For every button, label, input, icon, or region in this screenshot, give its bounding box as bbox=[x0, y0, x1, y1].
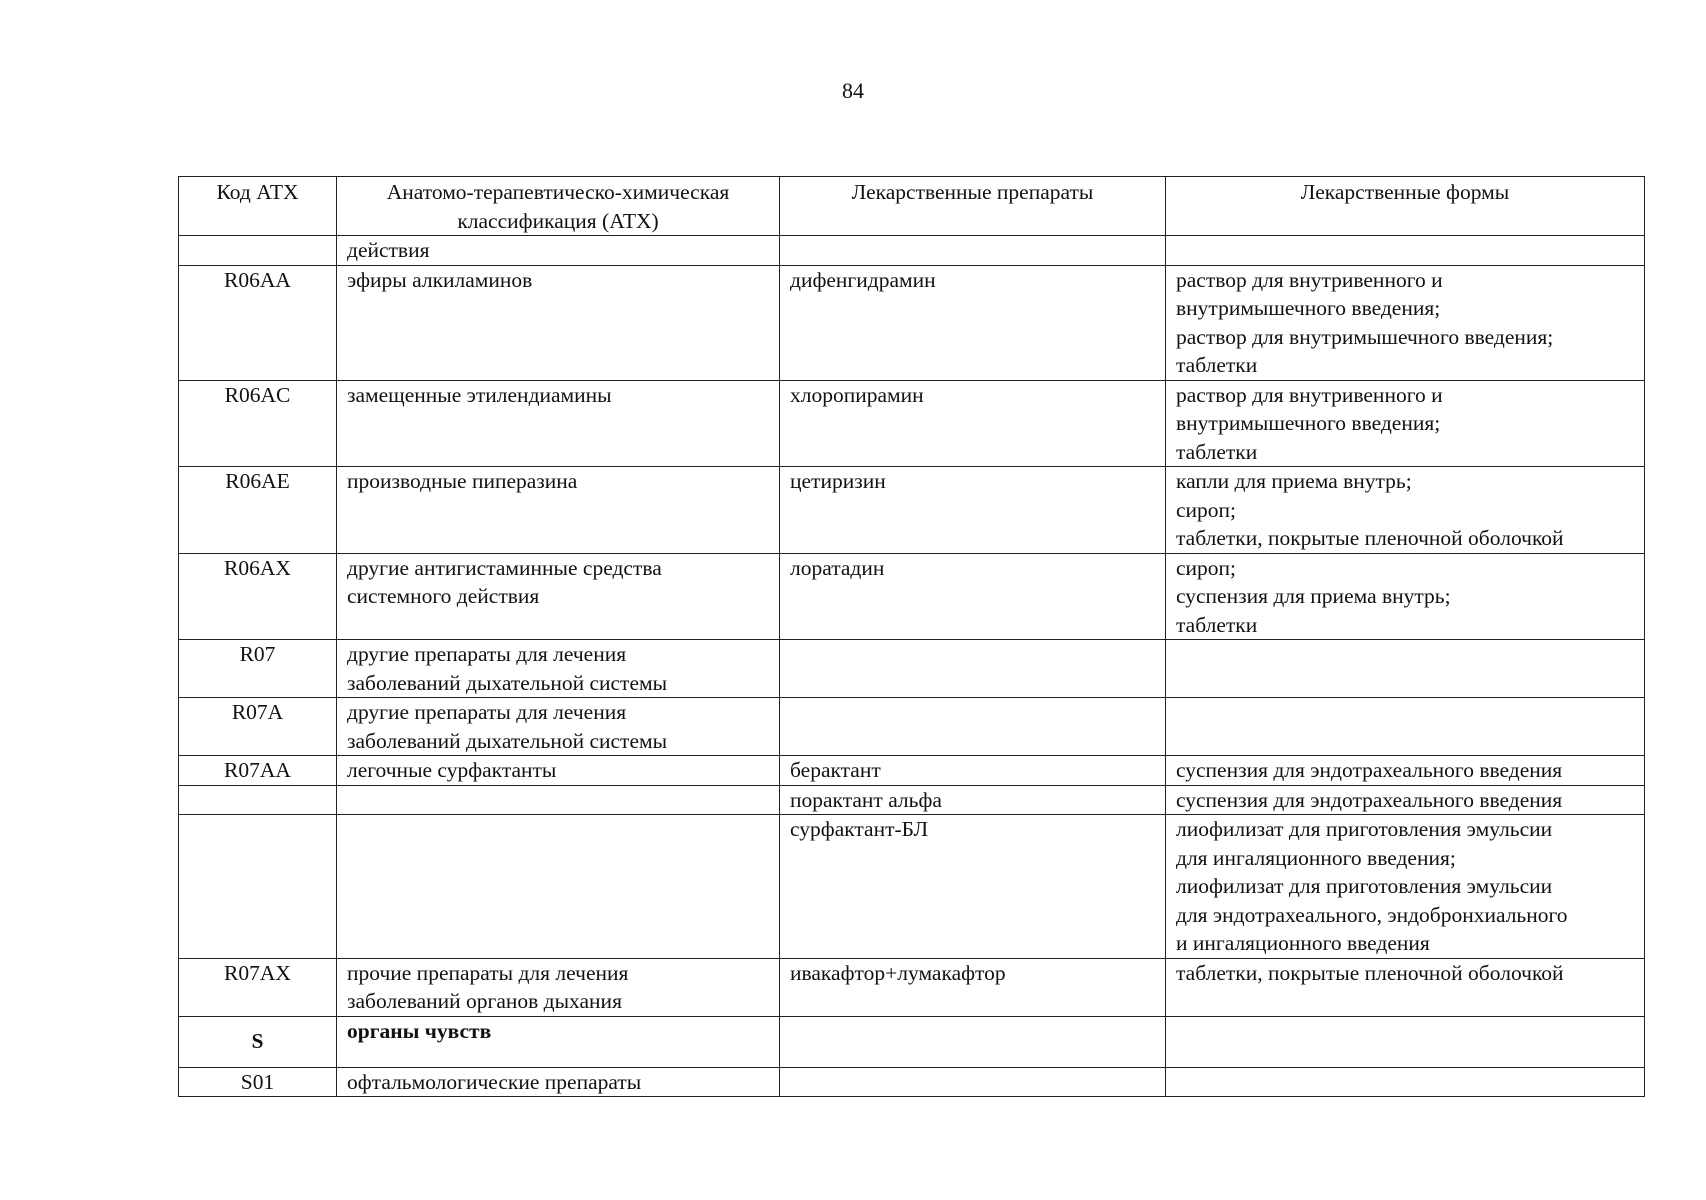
header-code: Код АТХ bbox=[179, 177, 337, 236]
table-row bbox=[179, 785, 1645, 815]
header-forms: Лекарственные формы bbox=[1166, 177, 1645, 236]
cell-drug: лоратадин bbox=[780, 553, 1166, 640]
cell-classification bbox=[337, 815, 780, 959]
cell-forms: лиофилизат для приготовления эмульсии для ингаляционного введения; лиофилизат для приготовления эмульсии для эндотрахеального, эндобронхиального и ингаляционного введения bbox=[1166, 815, 1645, 959]
cell-classification: прочие препараты для лечения заболеваний органов дыхания bbox=[337, 958, 780, 1016]
cell-classification: офтальмологические препараты bbox=[337, 1067, 780, 1097]
table-header-row bbox=[179, 177, 1645, 236]
table-row bbox=[179, 640, 1645, 698]
table-row bbox=[179, 553, 1645, 640]
cell-classification: другие антигистаминные средства системного действия bbox=[337, 553, 780, 640]
cell-code: R06AE bbox=[179, 467, 337, 554]
cell-drug bbox=[780, 640, 1166, 698]
atx-table bbox=[178, 176, 1645, 1097]
cell-code: S01 bbox=[179, 1067, 337, 1097]
header-drug: Лекарственные препараты bbox=[780, 177, 1166, 236]
cell-drug: берактант bbox=[780, 756, 1166, 786]
cell-drug bbox=[780, 698, 1166, 756]
header-classification: Анатомо-терапевтическо-химическая классификация (АТХ) bbox=[337, 177, 780, 236]
cell-forms bbox=[1166, 236, 1645, 266]
cell-drug: порактант альфа bbox=[780, 785, 1166, 815]
cell-code bbox=[179, 815, 337, 959]
cell-classification: эфиры алкиламинов bbox=[337, 265, 780, 380]
cell-drug bbox=[780, 1016, 1166, 1067]
cell-forms: таблетки, покрытые пленочной оболочкой bbox=[1166, 958, 1645, 1016]
cell-classification: легочные сурфактанты bbox=[337, 756, 780, 786]
table-row bbox=[179, 467, 1645, 554]
cell-code: R06AX bbox=[179, 553, 337, 640]
cell-code bbox=[179, 785, 337, 815]
cell-code: R07 bbox=[179, 640, 337, 698]
cell-forms: раствор для внутривенного и внутримышечного введения; раствор для внутримышечного введения; таблетки bbox=[1166, 265, 1645, 380]
cell-drug: цетиризин bbox=[780, 467, 1166, 554]
cell-classification: действия bbox=[337, 236, 780, 266]
cell-drug: сурфактант-БЛ bbox=[780, 815, 1166, 959]
cell-drug: ивакафтор+лумакафтор bbox=[780, 958, 1166, 1016]
table-row bbox=[179, 756, 1645, 786]
cell-classification: другие препараты для лечения заболеваний дыхательной системы bbox=[337, 640, 780, 698]
table-row bbox=[179, 1067, 1645, 1097]
cell-forms bbox=[1166, 1016, 1645, 1067]
cell-classification: другие препараты для лечения заболеваний дыхательной системы bbox=[337, 698, 780, 756]
table-row bbox=[179, 236, 1645, 266]
cell-code: R06AA bbox=[179, 265, 337, 380]
cell-forms bbox=[1166, 640, 1645, 698]
cell-forms: суспензия для эндотрахеального введения bbox=[1166, 785, 1645, 815]
table-row bbox=[179, 815, 1645, 959]
cell-forms bbox=[1166, 698, 1645, 756]
table-row bbox=[179, 265, 1645, 380]
cell-classification: органы чувств bbox=[337, 1016, 780, 1067]
page-number: 84 bbox=[842, 78, 864, 103]
cell-forms: суспензия для эндотрахеального введения bbox=[1166, 756, 1645, 786]
cell-classification: замещенные этилендиамины bbox=[337, 380, 780, 467]
cell-code: R07A bbox=[179, 698, 337, 756]
cell-classification bbox=[337, 785, 780, 815]
cell-forms: раствор для внутривенного и внутримышечного введения; таблетки bbox=[1166, 380, 1645, 467]
table-row bbox=[179, 380, 1645, 467]
table-row bbox=[179, 698, 1645, 756]
cell-code: R07AA bbox=[179, 756, 337, 786]
cell-forms: сироп; суспензия для приема внутрь; таблетки bbox=[1166, 553, 1645, 640]
cell-drug: хлоропирамин bbox=[780, 380, 1166, 467]
table-row bbox=[179, 1016, 1645, 1067]
cell-forms bbox=[1166, 1067, 1645, 1097]
cell-code: R07AX bbox=[179, 958, 337, 1016]
cell-drug bbox=[780, 1067, 1166, 1097]
cell-code bbox=[179, 236, 337, 266]
cell-code: R06AC bbox=[179, 380, 337, 467]
cell-drug: дифенгидрамин bbox=[780, 265, 1166, 380]
table-row bbox=[179, 958, 1645, 1016]
cell-forms: капли для приема внутрь; сироп; таблетки, покрытые пленочной оболочкой bbox=[1166, 467, 1645, 554]
cell-classification: производные пиперазина bbox=[337, 467, 780, 554]
cell-code: S bbox=[179, 1016, 337, 1067]
cell-drug bbox=[780, 236, 1166, 266]
